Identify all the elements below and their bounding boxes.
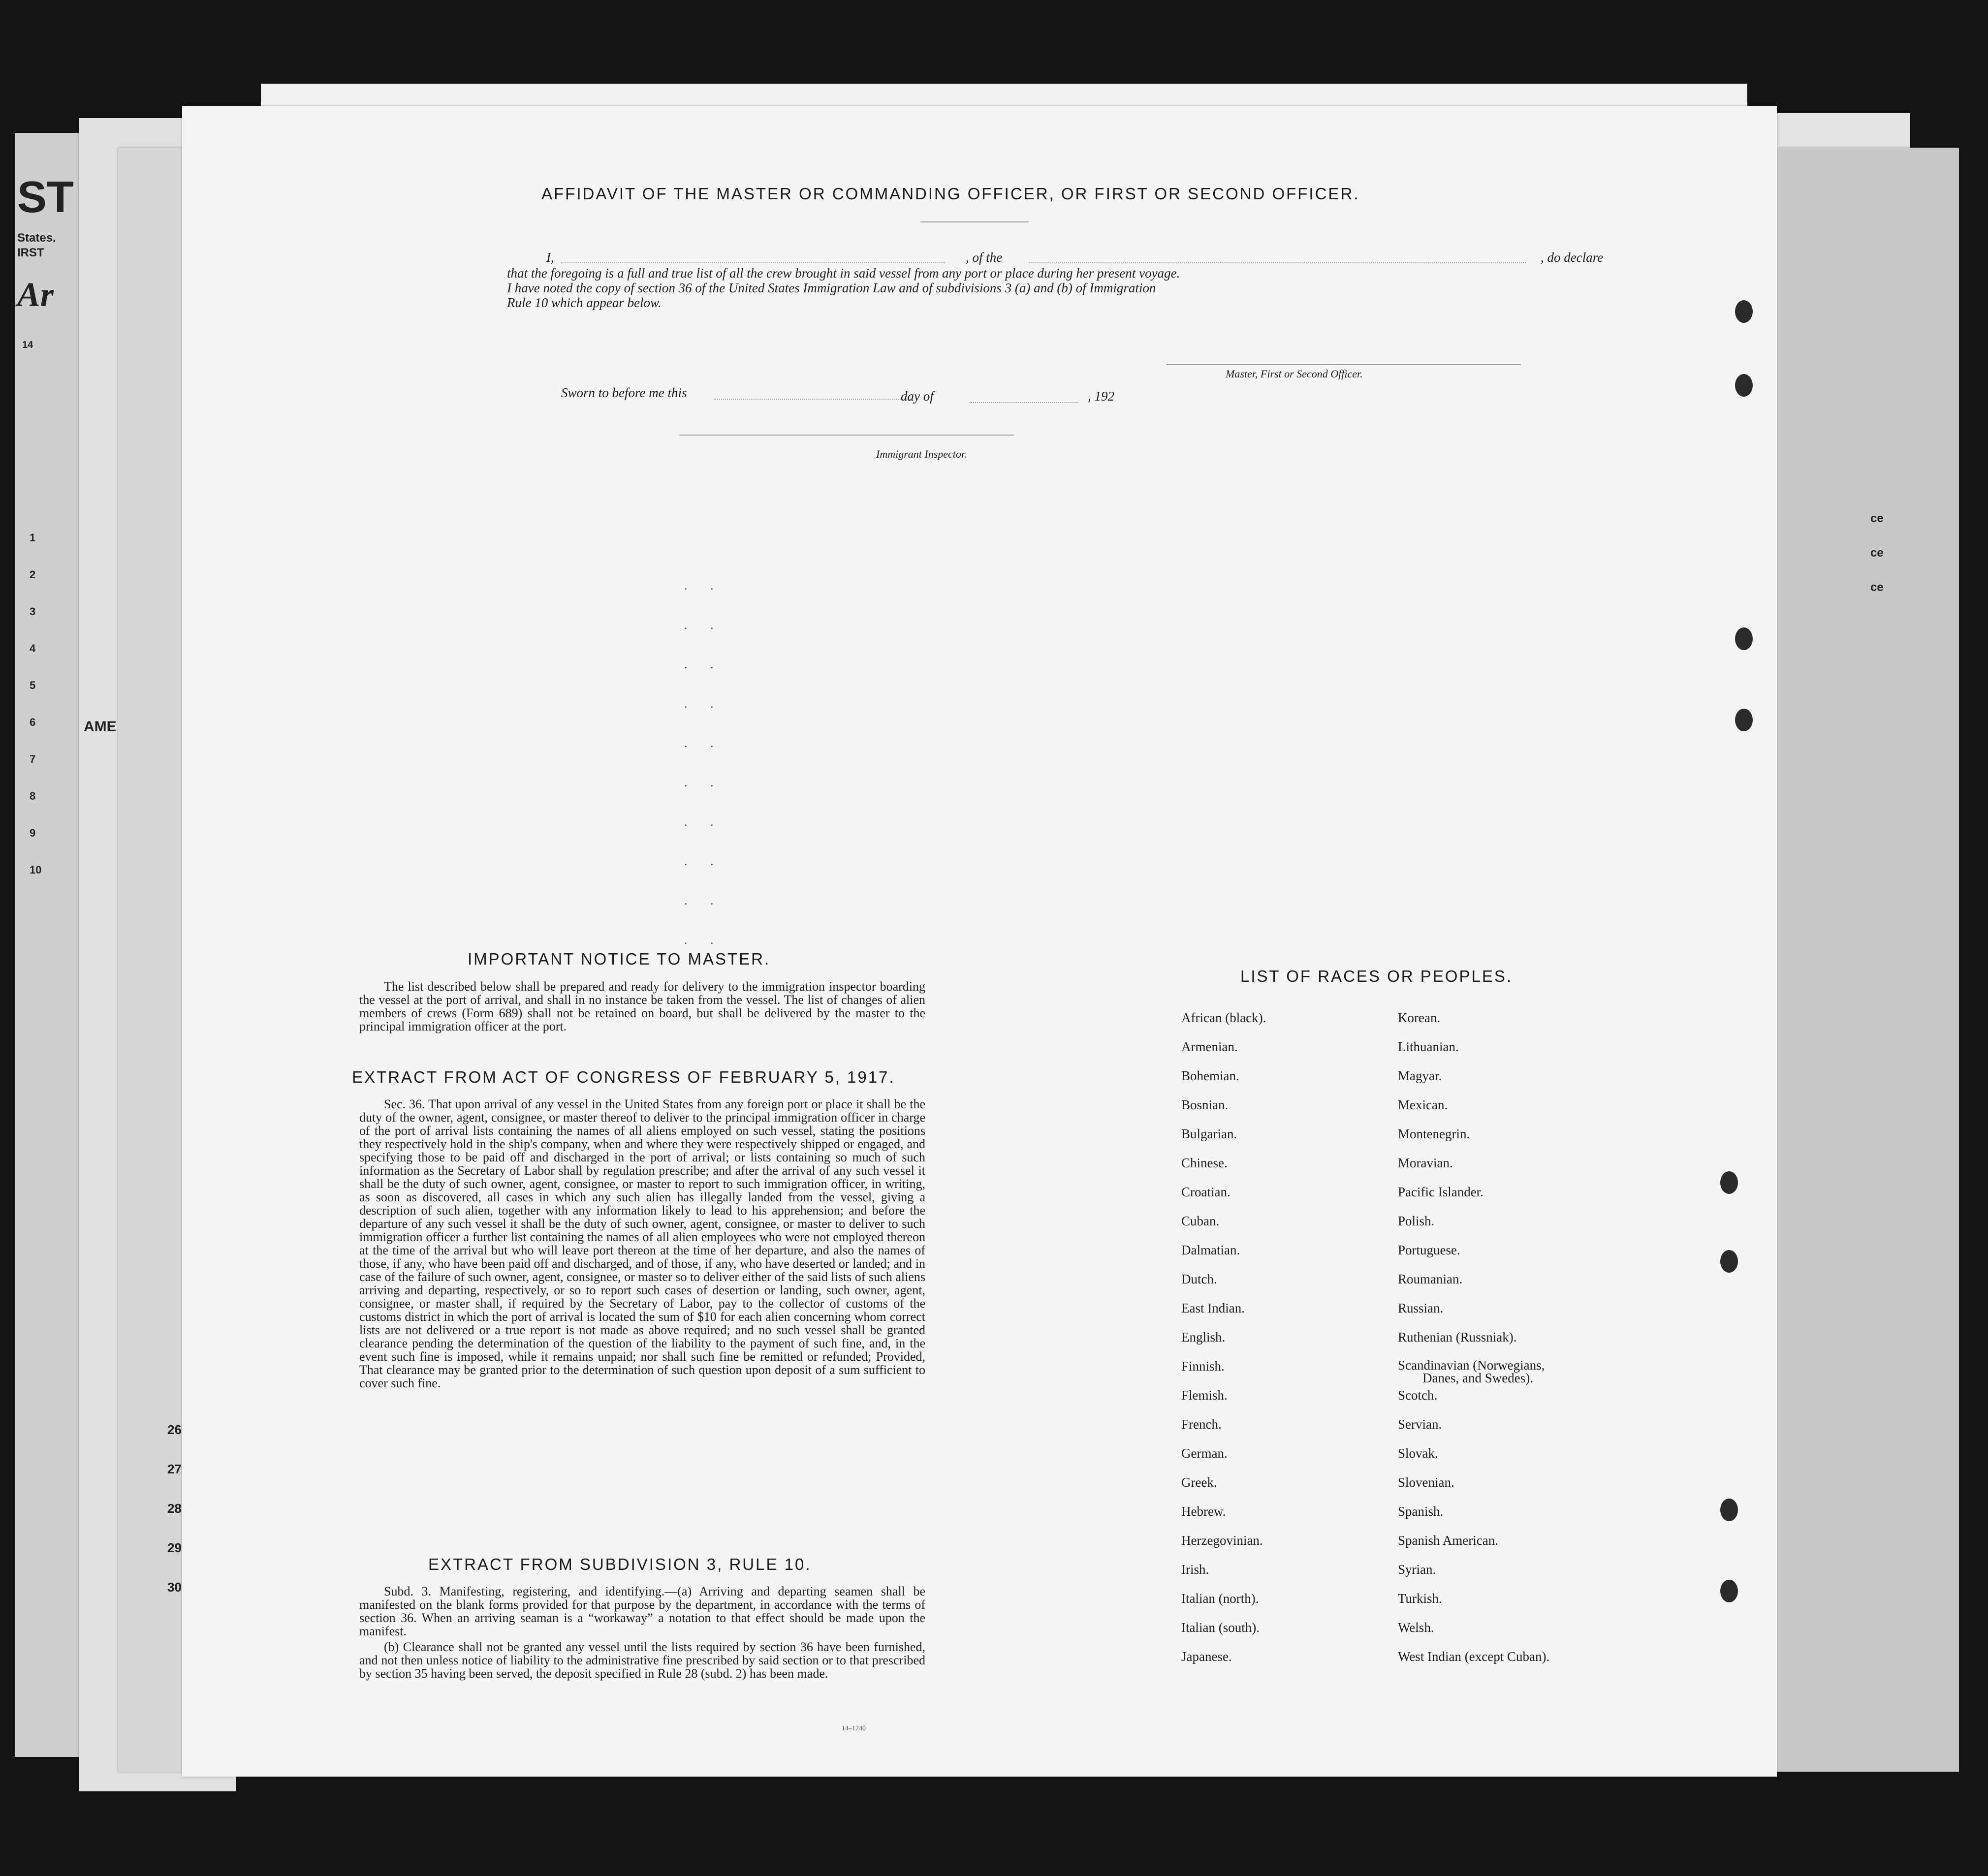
background-text: 14 (22, 340, 33, 350)
race-item: Turkish. (1398, 1591, 1442, 1606)
affidavit-statement: that the foregoing is a full and true list of all the crew brought in said vessel from any port or place during her present voyage. (507, 266, 1180, 281)
race-item: Finnish. (1181, 1359, 1225, 1374)
row-number: 5 (30, 679, 36, 691)
signature-line (1167, 364, 1521, 365)
race-item: Servian. (1398, 1417, 1442, 1432)
race-item: Polish. (1398, 1214, 1435, 1228)
race-item: Spanish. (1398, 1504, 1444, 1519)
divider (920, 221, 1029, 222)
race-item: French. (1181, 1417, 1222, 1432)
race-item: English. (1181, 1330, 1226, 1344)
binder-hole (1735, 709, 1753, 731)
row-number: 4 (30, 642, 36, 655)
background-sheet (1772, 148, 1959, 1772)
background-text: ST (17, 173, 74, 222)
inspector-line (679, 435, 1014, 436)
affidavit-statement: I have noted the copy of section 36 of the United States Immigration Law and of subdivisions 3 (a) and (b) of Immigration (507, 281, 1156, 295)
background-text: AME (84, 719, 117, 735)
inspector-label: Immigrant Inspector. (876, 448, 967, 460)
race-item: West Indian (except Cuban). (1398, 1649, 1550, 1664)
background-text: ce (1870, 581, 1884, 594)
races-title: LIST OF RACES OR PEOPLES. (1240, 967, 1513, 985)
binder-hole (1720, 1250, 1738, 1273)
row-number: 2 (30, 568, 36, 581)
race-item: East Indian. (1181, 1301, 1245, 1315)
affidavit-statement: Rule 10 which appear below. (507, 295, 662, 310)
race-item: Chinese. (1181, 1156, 1228, 1170)
race-item: Cuban. (1181, 1214, 1220, 1228)
race-item: Bohemian. (1181, 1068, 1239, 1083)
race-item: Korean. (1398, 1010, 1441, 1025)
race-item: Mexican. (1398, 1097, 1448, 1112)
background-text: ce (1870, 546, 1884, 560)
affidavit-sheet (182, 106, 1777, 1777)
race-item: Scotch. (1398, 1388, 1438, 1403)
background-text: IRST (17, 246, 44, 259)
background-text: States. (17, 231, 56, 245)
race-item: Armenian. (1181, 1039, 1238, 1054)
races-column-2 (1398, 1010, 1549, 1678)
row-number: 27 (167, 1462, 182, 1476)
race-item: Flemish. (1181, 1388, 1228, 1403)
row-number: 8 (30, 790, 36, 802)
background-text: ce (1870, 512, 1884, 525)
affidavit-title: AFFIDAVIT OF THE MASTER OR COMMANDING OFFICER, OR FIRST OR SECOND OFFICER. (541, 185, 1360, 203)
race-item: Irish. (1181, 1562, 1209, 1577)
race-item (1398, 1359, 1549, 1388)
rule-extract-para-b: (b) Clearance shall not be granted any vessel until the lists required by section 36 have been furnished, and not then unless notice of liability to the administrative fine prescribed by said section or to that prescribed by section 35 having been served, the deposit specified in Rule 28 (subd. 2) has been made. (359, 1640, 925, 1681)
rule-extract-para-a: Subd. 3. Manifesting, registering, and identifying.—(a) Arriving and departing seamen shall be manifested on the blank forms provided for that purpose by the department, in accordance with the terms of section 36. When an arriving seaman is a “workaway” a notation to that effect should be made upon the manifest. (359, 1584, 925, 1638)
race-item: Bulgarian. (1181, 1126, 1237, 1141)
race-item: Spanish American. (1398, 1533, 1498, 1548)
race-item: Italian (north). (1181, 1591, 1259, 1606)
row-number: 26 (167, 1422, 182, 1437)
row-number: 10 (30, 864, 42, 876)
races-column-1 (1181, 1010, 1266, 1678)
race-item: Ruthenian (Russniak). (1398, 1330, 1517, 1344)
row-number: 6 (30, 716, 36, 728)
affidavit-i: I, (546, 250, 554, 265)
day-blank (714, 399, 911, 400)
row-number: 9 (30, 827, 36, 839)
binder-hole (1720, 1499, 1738, 1521)
race-item: African (black). (1181, 1010, 1266, 1025)
row-number: 29 (167, 1540, 182, 1555)
race-item: Bosnian. (1181, 1097, 1229, 1112)
race-item: Herzegovinian. (1181, 1533, 1263, 1548)
ruled-marks: . . . . . . . . . . . . . . . . . . . . (684, 578, 724, 947)
act-extract-title: EXTRACT FROM ACT OF CONGRESS OF FEBRUARY 5, 1917. (352, 1068, 895, 1086)
notice-text: The list described below shall be prepared and ready for delivery to the immigration inspector boarding the vessel at the port of arrival, and shall in no instance be taken from the vessel. The list of changes of alien members of crews (Form 689) shall not be retained on board, but shall be delivered by the master to the principal immigration officer at the port. (359, 979, 925, 1033)
race-item: Japanese. (1181, 1649, 1232, 1664)
notice-title: IMPORTANT NOTICE TO MASTER. (468, 950, 771, 968)
race-item: Slovak. (1398, 1446, 1438, 1461)
race-item: Portuguese. (1398, 1243, 1460, 1257)
race-item: Welsh. (1398, 1620, 1434, 1635)
race-item: Lithuanian. (1398, 1039, 1459, 1054)
row-number: 28 (167, 1501, 182, 1516)
binder-hole (1735, 627, 1753, 650)
affidavit-of-the: , of the (966, 250, 1003, 265)
binder-hole (1735, 374, 1753, 397)
affidavit-declare: , do declare (1541, 250, 1604, 265)
race-item: Pacific Islander. (1398, 1185, 1483, 1199)
race-item: Dutch. (1181, 1272, 1217, 1286)
binder-hole (1720, 1580, 1738, 1602)
rule-extract-title: EXTRACT FROM SUBDIVISION 3, RULE 10. (428, 1555, 812, 1573)
race-item: Montenegrin. (1398, 1126, 1470, 1141)
sworn-label: Sworn to before me this (561, 385, 687, 400)
race-item: German. (1181, 1446, 1228, 1461)
row-number: 7 (30, 753, 36, 765)
race-item: Croatian. (1181, 1185, 1231, 1199)
race-item: Slovenian. (1398, 1475, 1454, 1490)
race-item-line: Scandinavian (Norwegians, (1398, 1358, 1545, 1373)
master-signature-label: Master, First or Second Officer. (1226, 368, 1363, 380)
race-item: Greek. (1181, 1475, 1217, 1490)
race-item: Hebrew. (1181, 1504, 1226, 1519)
race-item: Dalmatian. (1181, 1243, 1240, 1257)
binder-hole (1735, 300, 1753, 323)
form-number: 14–1240 (842, 1725, 866, 1732)
day-of-label: day of (901, 389, 934, 404)
binder-hole (1720, 1171, 1738, 1194)
row-number: 1 (30, 532, 36, 544)
race-item: Italian (south). (1181, 1620, 1260, 1635)
race-item: Roumanian. (1398, 1272, 1463, 1286)
act-extract-text: Sec. 36. That upon arrival of any vessel in the United States from any foreign port or place it shall be the duty of the owner, agent, consignee, or master thereof to deliver to the principal immigration officer in charge of the port of arrival lists containing the names of all aliens employed on such vessel, stating the positions they respectively hold in the ship's company, when and where they were respectively shipped or engaged, and specifying those to be paid off and discharged in the port of arrival; or lists containing so much of such information as the Secretary of Labor shall by regulation prescribe; and after the arrival of any such vessel it shall be the duty of such owner, agent, consignee, or master to report to such immigration officer, in writing, as soon as discovered, all cases in which any such alien has illegally landed from the vessel, giving a description of such alien, together with any information likely to lead to his apprehension; and before the departure of any such vessel it shall be the duty of such owner, agent, consignee, or master to deliver to such immigration officer a further list containing the names of all alien employees who were not employed thereon at the time of the arrival but who will leave port thereon at the time of her departure, and also the names of those, if any, who have been paid off and discharged, and of those, if any, who have deserted or landed; and in case of the failure of such owner, agent, consignee, or master so to deliver either of the said lists of such aliens arriving and departing, respectively, or so to report such cases of desertion or landing, such owner, agent, consignee, or master shall, if required by the Secretary of Labor, pay to the collector of customs of the customs district in which the port of arrival is located the sum of $10 for each alien concerning whom correct lists are not delivered or a true report is not made as above required; and no such vessel shall be granted clearance pending the determination of the question of the liability to the payment of such fine, and, in the event such fine is imposed, while it remains unpaid; nor shall such fine be remitted or refunded; Provided, That clearance may be granted prior to the determination of such question upon deposit of a sum sufficient to cover such fine. (359, 1097, 925, 1390)
row-number: 30 (167, 1580, 182, 1595)
year-label: , 192 (1088, 389, 1114, 404)
race-item: Moravian. (1398, 1156, 1453, 1170)
vessel-blank (1029, 262, 1526, 263)
background-text: Ar (17, 276, 54, 314)
race-item-line: Danes, and Swedes). (1422, 1371, 1533, 1385)
race-item: Russian. (1398, 1301, 1444, 1315)
race-item: Syrian. (1398, 1562, 1436, 1577)
race-item: Magyar. (1398, 1068, 1442, 1083)
row-number: 3 (30, 605, 36, 618)
month-blank (970, 402, 1078, 403)
name-blank (561, 262, 945, 263)
